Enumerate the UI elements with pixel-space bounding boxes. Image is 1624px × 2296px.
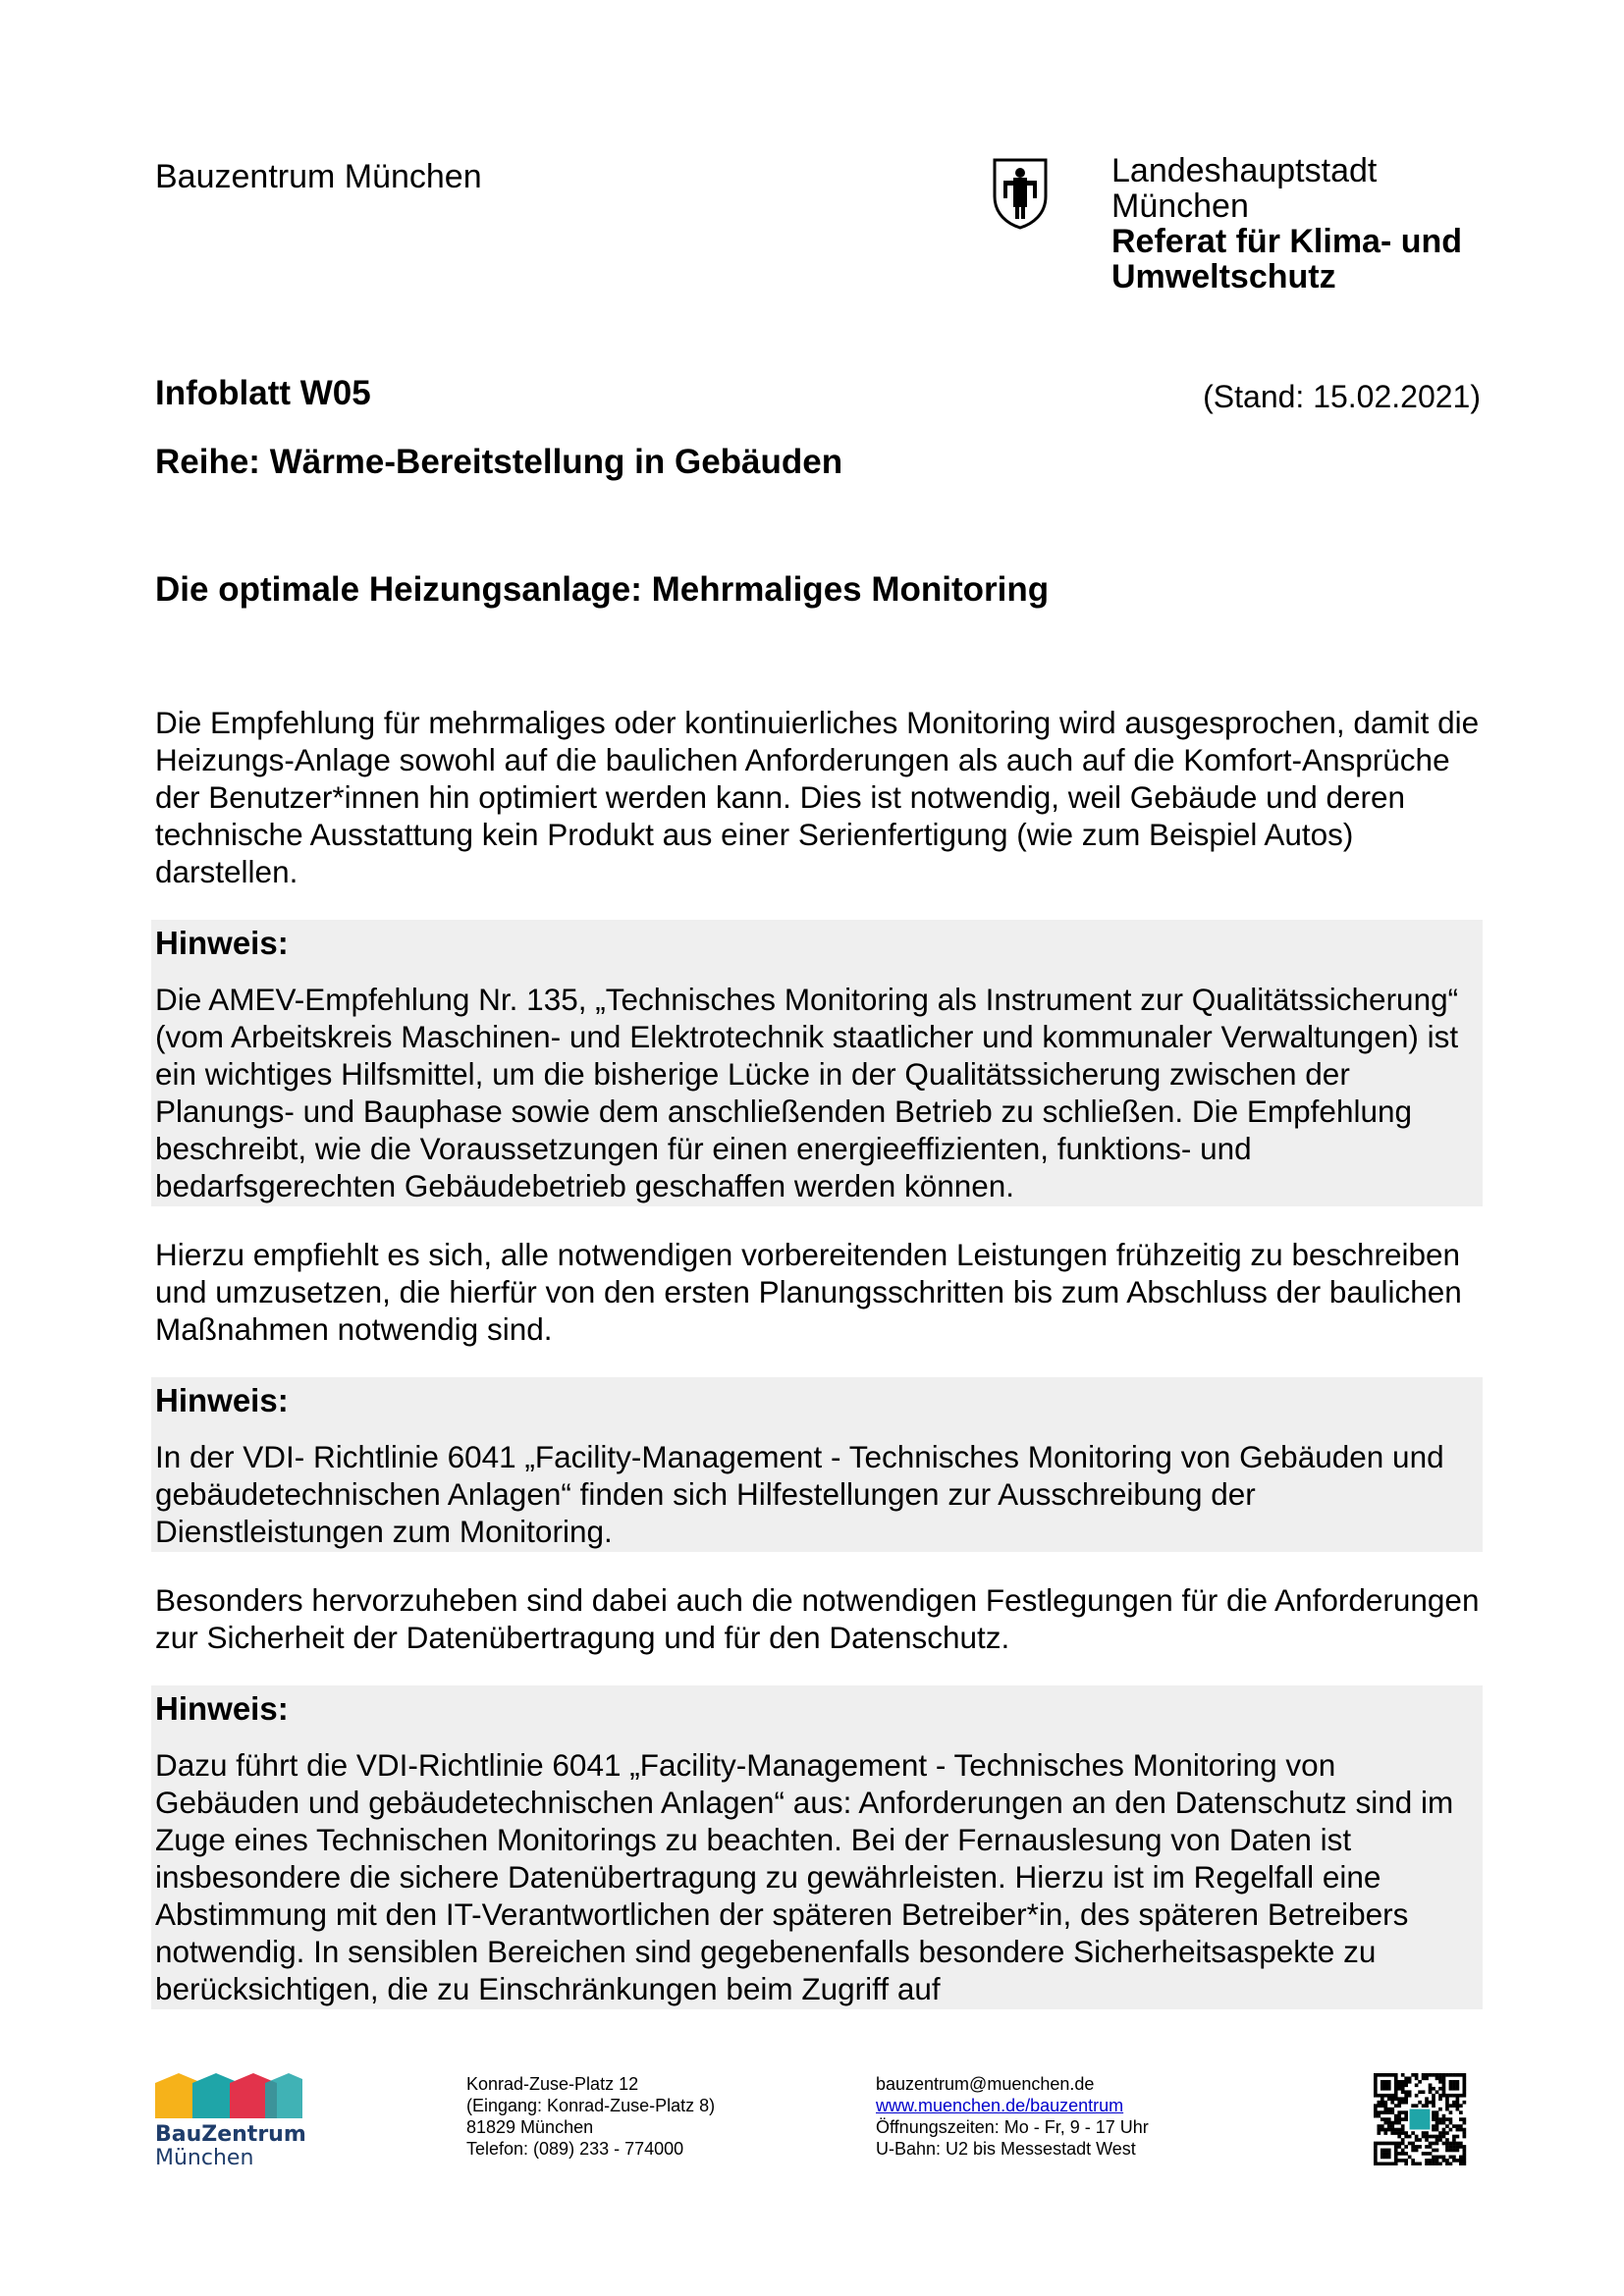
page-title: Die optimale Heizungsanlage: Mehrmaliges Monitoring <box>155 570 1050 609</box>
department-line-1: Referat für Klima- und <box>1111 223 1463 260</box>
paragraph-2: Hierzu empfiehlt es sich, alle notwendigen vorbereitenden Leistungen frühzeitig zu beschreiben und umzusetzen, die hierfür von den ersten Planungsschritten bis zum Abschluss der baulichen Maßnahmen notwendig sind. <box>155 1237 1462 1347</box>
hint-box-3 <box>151 1685 1483 2009</box>
qr-code-icon <box>1367 2073 1473 2165</box>
phone-number: Telefon: (089) 233 - 774000 <box>466 2139 684 2159</box>
hint-box-2 <box>151 1377 1483 1552</box>
document-date: (Stand: 15.02.2021) <box>1203 379 1481 414</box>
hint-text: Die AMEV-Empfehlung Nr. 135, „Technisches Monitoring als Instrument zur Qualitätssicherung“ (vom Arbeitskreis Maschinen- und Elektrotechnik staatlicher und kommunaler Verwaltungen) ist ein wichtiges Hilfsmittel, um die bisherige Lücke in der Qualitätssicherung zwischen der Planungs- und Bauphase sowie dem anschließenden Betrieb zu schließen. Die Empfehlung beschreibt, wie die Voraussetzungen für einen energieeffizienten, funktions- und bedarfsgerechten Gebäudebetrieb geschaffen werden können. <box>155 982 1459 1203</box>
series-title: Reihe: Wärme-Bereitstellung in Gebäuden <box>155 443 843 481</box>
info-sheet-title: Infoblatt W05 <box>155 374 371 412</box>
email-address[interactable]: bauzentrum@muenchen.de <box>876 2074 1095 2094</box>
hint-text: In der VDI- Richtlinie 6041 „Facility-Management - Technisches Monitoring von Gebäuden und gebäudetechnischen Anlagen“ finden sich Hilfestellungen zur Ausschreibung der Dienstleistungen zum Monitoring. <box>155 1439 1444 1549</box>
address-entrance: (Eingang: Konrad-Zuse-Platz 8) <box>466 2096 716 2115</box>
footer-contact <box>876 2073 1149 2160</box>
address-street: Konrad-Zuse-Platz 12 <box>466 2074 639 2094</box>
bauzentrum-logo-mark <box>155 2073 302 2118</box>
opening-hours: Öffnungszeiten: Mo - Fr, 9 - 17 Uhr <box>876 2117 1149 2137</box>
header-organization: Bauzentrum München <box>155 158 482 195</box>
paragraph-3: Besonders hervorzuheben sind dabei auch die notwendigen Festlegungen für die Anforderungen zur Sicherheit der Datenübertragung und für den Datenschutz. <box>155 1582 1480 1655</box>
logo-text-line-2: München <box>155 2146 254 2170</box>
header-authority <box>1111 153 1462 294</box>
department-line-2: Umweltschutz <box>1111 258 1336 295</box>
authority-line-1: Landeshauptstadt <box>1111 152 1378 189</box>
document-body <box>155 704 1483 2039</box>
authority-line-2: München <box>1111 187 1249 225</box>
hint-box-1 <box>151 920 1483 1206</box>
logo-wordmark <box>155 2122 306 2170</box>
hint-label: Hinweis: <box>155 1382 289 1418</box>
paragraph-1: Die Empfehlung für mehrmaliges oder kontinuierliches Monitoring wird ausgesprochen, damit die Heizungs-Anlage sowohl auf die baulichen Anforderungen als auch auf die Komfort-Ansprüche der Benutzer*innen hin optimiert werden kann. Dies ist notwendig, weil Gebäude und deren technische Ausstattung kein Produkt aus einer Serienfertigung (wie zum Beispiel Autos) darstellen. <box>155 705 1480 889</box>
logo-text-line-1: BauZentrum <box>155 2122 306 2147</box>
address-city: 81829 München <box>466 2117 594 2137</box>
footer <box>0 2073 1624 2181</box>
transit-info: U-Bahn: U2 bis Messestadt West <box>876 2139 1136 2159</box>
footer-address <box>466 2073 715 2160</box>
hint-label: Hinweis: <box>155 925 289 961</box>
munich-coat-of-arms-icon <box>992 157 1049 230</box>
hint-label: Hinweis: <box>155 1690 289 1727</box>
hint-text: Dazu führt die VDI-Richtlinie 6041 „Facility-Management - Technisches Monitoring von Gebäuden und gebäudetechnischen Anlagen“ aus: Anforderungen an den Datenschutz sind im Zuge eines Technischen Monitorings zu beachten. Bei der Fernauslesung von Daten ist insbesondere die sichere Datenübertragung zu gewährleisten. Hierzu ist im Regelfall eine Abstimmung mit den IT-Verantwortlichen der späteren Betreiber*in, des späteren Betreibers notwendig. In sensiblen Bereichen sind gegebenenfalls besondere Sicherheitsaspekte zu berücksichtigen, die zu Einschränkungen beim Zugriff auf <box>155 1747 1454 2006</box>
website-link[interactable]: www.muenchen.de/bauzentrum <box>876 2096 1124 2115</box>
bauzentrum-logo <box>155 2073 306 2176</box>
